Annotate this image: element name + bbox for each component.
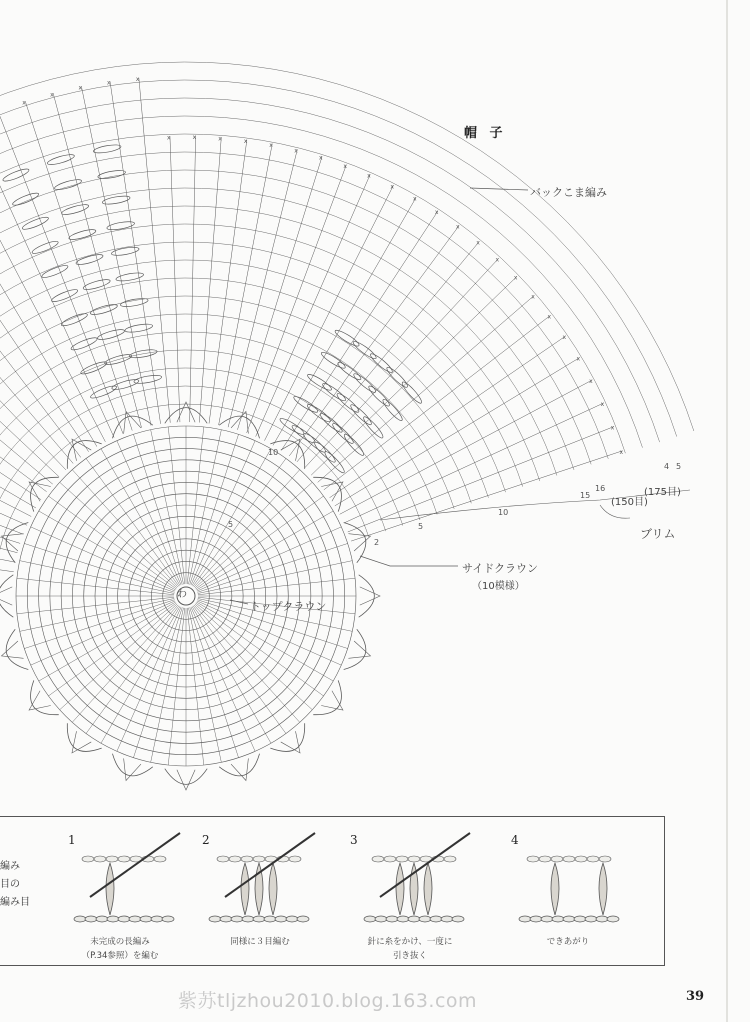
cluster-stitch — [133, 374, 162, 385]
back-slip-stitch-label: バックこま編み — [530, 186, 607, 199]
chain-stitch — [375, 916, 387, 922]
top-crown-spoke — [24, 600, 174, 649]
scallop — [165, 408, 207, 424]
cluster-stitch — [124, 323, 153, 334]
step-number: 4 — [511, 833, 519, 847]
row-number: 5 — [418, 522, 424, 531]
row-number: 10 — [498, 508, 509, 517]
chain-stitch — [275, 916, 287, 922]
chain-stitch — [519, 916, 531, 922]
stitch-mark: x — [294, 147, 298, 155]
brim-row-arc — [0, 170, 591, 537]
stitch-mark: x — [343, 162, 347, 170]
stitch-mark: x — [513, 274, 518, 282]
cluster-stitch — [75, 253, 104, 267]
cluster-stitch — [97, 169, 126, 180]
chain-stitch — [242, 916, 254, 922]
step-caption-line: 針に糸をかけ、一度に — [367, 937, 453, 947]
leader-line — [230, 600, 248, 604]
scallop — [112, 754, 152, 776]
chain-stitch — [94, 856, 106, 862]
brim-row-arc — [0, 62, 694, 522]
stitch-mark: x — [455, 223, 460, 231]
scallop — [313, 680, 341, 714]
stitch-mark: x — [269, 142, 273, 150]
brim-label: ブリム — [640, 527, 676, 541]
scallop-stitch — [29, 691, 51, 710]
chain-stitch — [530, 916, 542, 922]
stitch-mark: x — [166, 134, 171, 142]
crochet-hook — [90, 833, 180, 897]
chain-stitch — [253, 916, 265, 922]
chain-stitch — [372, 856, 384, 862]
brim-ray — [139, 78, 170, 423]
top-crown-spoke — [17, 597, 174, 614]
brim-row-arc — [0, 116, 643, 529]
stitch-mark: x — [413, 195, 417, 203]
chain-stitch — [599, 856, 611, 862]
brim-ray — [81, 87, 151, 426]
brim-row-arc — [0, 386, 386, 567]
scallop-stitch — [29, 482, 51, 501]
brim-ray — [0, 240, 59, 477]
chain-stitch — [118, 856, 130, 862]
scallop-stitch — [348, 534, 370, 551]
brim-ray — [256, 174, 370, 436]
scallop — [359, 575, 375, 617]
scallop-stitch — [0, 587, 12, 605]
cluster-stitch — [54, 178, 83, 192]
top-crown-spoke — [133, 607, 182, 757]
step-caption-line: （P.34参照）を編む — [81, 951, 159, 961]
scallop-stitch — [231, 758, 248, 780]
chain-stitch — [552, 916, 564, 922]
brim-ray — [344, 403, 604, 523]
side-crown-label: サイドクラウン — [462, 562, 539, 575]
step-caption-line: 同様に３目編む — [230, 937, 290, 947]
chain-stitch — [231, 916, 243, 922]
chain-stitch — [563, 916, 575, 922]
scallop — [6, 629, 28, 669]
brim-row-arc — [0, 152, 608, 534]
chain-stitch — [408, 916, 420, 922]
side-note: 編み目 — [0, 897, 30, 908]
cluster-stitch — [381, 397, 404, 422]
step-caption — [350, 935, 470, 963]
center-ring-label: わ — [177, 589, 187, 600]
stitch-mark: x — [367, 172, 371, 180]
row-number: 5 — [676, 462, 682, 471]
scallop-stitch — [1, 534, 23, 551]
scallop — [219, 754, 259, 776]
step-caption — [60, 935, 180, 963]
brim-ray — [199, 137, 221, 422]
scallop — [313, 477, 341, 511]
stitch-mark: x — [319, 154, 323, 162]
chain-stitch — [106, 856, 118, 862]
stitch-mark: x — [22, 99, 26, 107]
chain-stitch — [419, 916, 431, 922]
chain-stitch — [386, 916, 398, 922]
chain-stitch — [539, 856, 551, 862]
stitch-mark: x — [531, 293, 535, 301]
chain-stitch — [596, 916, 608, 922]
row-number: 4 — [664, 462, 670, 471]
leader-line — [470, 188, 528, 190]
brim-ray — [281, 211, 438, 450]
scallop-stitch — [72, 731, 91, 753]
chain-stitch — [85, 916, 97, 922]
stitch-loop — [241, 863, 249, 915]
cluster-stitch — [50, 287, 78, 303]
step-caption — [508, 935, 628, 949]
chain-stitch — [574, 916, 586, 922]
stitch-loop — [424, 863, 432, 915]
chain-stitch — [264, 916, 276, 922]
chain-stitch — [289, 856, 301, 862]
cluster-stitch — [2, 167, 30, 183]
stitch-mark: x — [476, 239, 480, 247]
scallop — [31, 680, 59, 714]
step-caption — [200, 935, 320, 949]
scallop — [270, 723, 304, 751]
stitch-loop — [269, 863, 277, 915]
cluster-stitch — [331, 421, 356, 445]
top-crown-spoke — [20, 561, 175, 594]
brim-ray — [190, 136, 196, 422]
chain-stitch — [129, 916, 141, 922]
step-caption-line: できあがり — [546, 937, 590, 947]
watermark: 紫苏tljzhou2010.blog.163.com — [178, 990, 478, 1012]
chain-stitch — [430, 916, 442, 922]
chain-stitch — [444, 856, 456, 862]
page-number: 39 — [686, 989, 705, 1004]
scallop — [67, 723, 101, 751]
cluster-stitch — [21, 215, 49, 231]
brim-ray — [0, 122, 114, 437]
chain-stitch — [118, 916, 130, 922]
chain-stitch — [107, 916, 119, 922]
stitch-mark: x — [600, 401, 605, 409]
chain-stitch — [154, 856, 166, 862]
top-crown-spoke — [188, 608, 221, 763]
brim-ray — [110, 82, 161, 424]
top-crown-spoke — [151, 608, 184, 763]
cluster-stitch — [336, 360, 362, 382]
top-crown-spoke — [133, 434, 182, 584]
stitch-mark: x — [610, 424, 615, 432]
stitch-mark: x — [495, 256, 500, 264]
stitch-mark: x — [107, 79, 111, 87]
chain-stitch — [452, 916, 464, 922]
brim-ray — [304, 258, 498, 468]
cluster-stitch — [306, 402, 332, 424]
chain-stitch — [209, 916, 221, 922]
row-number: 15 — [580, 491, 591, 500]
brim-ray — [170, 136, 180, 422]
chain-stitch — [162, 916, 174, 922]
chain-stitch — [220, 916, 232, 922]
chain-stitch — [241, 856, 253, 862]
top-crown-spoke — [168, 427, 185, 584]
stitch-mark: x — [562, 334, 567, 342]
chain-stitch — [253, 856, 265, 862]
top-crown-spoke — [20, 598, 175, 631]
chain-stitch — [408, 856, 420, 862]
chain-stitch — [396, 856, 408, 862]
cluster-stitch — [102, 195, 131, 206]
cluster-stitch — [82, 278, 111, 292]
brim-ray — [209, 140, 247, 423]
top-crown-spoke — [198, 561, 353, 594]
stitch-loop — [106, 863, 114, 915]
brim-ray — [237, 154, 323, 430]
scallop — [0, 575, 13, 617]
stitch-mark: x — [243, 138, 248, 146]
cluster-stitch — [292, 394, 319, 414]
chain-stitch — [527, 856, 539, 862]
instruction-panel — [0, 816, 665, 966]
scallop-stitch — [321, 691, 343, 710]
top-crown-label: トップクラウン — [250, 600, 327, 613]
scallop — [344, 629, 366, 669]
cluster-stitch — [11, 191, 39, 207]
chain-stitch — [585, 916, 597, 922]
chain-stitch — [297, 916, 309, 922]
scallop-stitch — [281, 731, 300, 753]
brim-ray — [297, 239, 480, 462]
cluster-stitch — [320, 350, 347, 370]
cluster-stitch — [342, 432, 365, 457]
stitch-mark: x — [135, 76, 140, 84]
brim-row-arc — [0, 350, 420, 562]
step-number: 1 — [68, 833, 76, 847]
brim-ray — [273, 195, 417, 446]
scallop-stitch — [177, 770, 195, 790]
chain-stitch — [151, 916, 163, 922]
brim-ray — [340, 380, 593, 514]
stitch-mark: x — [576, 355, 581, 363]
chain-stitch — [286, 916, 298, 922]
scallop — [165, 769, 207, 785]
cluster-stitch — [334, 328, 361, 348]
stitch-mark: x — [78, 84, 83, 92]
top-crown-spoke — [17, 578, 174, 595]
stitch-mark: x — [589, 378, 593, 386]
top-crown-spoke — [187, 608, 204, 765]
brim-ray — [335, 355, 581, 506]
chain-stitch — [397, 916, 409, 922]
brim-ray — [348, 424, 615, 532]
stitch-mark: x — [390, 183, 394, 191]
chain-stitch — [140, 916, 152, 922]
scallop — [67, 441, 101, 469]
scallop-stitch — [348, 641, 370, 658]
step-number: 3 — [350, 833, 358, 847]
chain-stitch — [384, 856, 396, 862]
stitch-count-150: (150目) — [611, 497, 648, 508]
scallop — [219, 416, 259, 438]
brim-ray — [219, 144, 273, 425]
scallop-stitch — [281, 439, 300, 461]
brim-ray — [247, 162, 347, 433]
cluster-stitch — [93, 143, 122, 154]
stitch-mark: x — [619, 448, 624, 456]
chain-stitch — [587, 856, 599, 862]
scallop — [112, 416, 152, 438]
top-crown-spoke — [24, 543, 174, 592]
chain-stitch — [229, 856, 241, 862]
cluster-stitch — [70, 336, 98, 352]
cluster-stitch — [400, 380, 423, 405]
chain-stitch — [74, 916, 86, 922]
top-crown-spoke — [168, 608, 185, 765]
top-crown-spoke — [187, 427, 204, 584]
top-crown-spoke — [151, 430, 184, 585]
brim-ray — [0, 333, 36, 508]
side-crown-repeat-label: （10模様） — [472, 581, 525, 592]
stitch-mark: x — [50, 91, 54, 99]
row-number: 16 — [595, 484, 606, 493]
side-note: 目の — [0, 879, 20, 890]
stitch-mark: x — [547, 313, 552, 321]
chain-stitch — [364, 916, 376, 922]
step-number: 2 — [202, 833, 210, 847]
step-caption-line: 引き抜く — [392, 951, 427, 961]
row-number: 5 — [228, 520, 234, 529]
chain-stitch — [541, 916, 553, 922]
cluster-stitch — [369, 352, 395, 375]
brim-ray — [0, 165, 89, 452]
stitch-mark: x — [218, 135, 222, 143]
brim-ray — [0, 182, 81, 458]
cluster-stitch — [68, 228, 97, 242]
stitch-count-175: (175目) — [644, 487, 681, 498]
top-crown-spoke — [190, 607, 239, 757]
scallop-stitch — [1, 641, 23, 658]
top-crown-spoke — [197, 543, 347, 592]
brim-ray — [0, 427, 20, 544]
cluster-stitch — [351, 339, 377, 361]
row-number: 10 — [268, 448, 279, 457]
top-crown-spoke — [188, 430, 221, 585]
scallop-stitch — [321, 482, 343, 501]
stitch-loop — [396, 863, 404, 915]
chain-stitch — [441, 916, 453, 922]
scallop — [31, 477, 59, 511]
stitch-loop — [599, 863, 607, 915]
side-note: 編み — [0, 861, 20, 872]
top-crown-spoke — [198, 578, 355, 595]
stitch-loop — [551, 863, 559, 915]
chart-title: 帽 子 — [464, 126, 507, 141]
chain-stitch — [563, 856, 575, 862]
chain-stitch — [575, 856, 587, 862]
brim-ray — [0, 149, 97, 446]
cluster-stitch — [60, 311, 88, 327]
leader-line — [360, 556, 458, 566]
stitch-mark: x — [192, 134, 197, 142]
chain-stitch — [217, 856, 229, 862]
brim-row-arc — [0, 239, 523, 547]
chain-stitch — [607, 916, 619, 922]
scallop-stitch — [124, 758, 141, 780]
cluster-stitch — [90, 303, 119, 317]
scallop-stitch — [360, 587, 380, 605]
chain-stitch — [96, 916, 108, 922]
row-number: 2 — [374, 538, 380, 547]
brim-ray — [324, 315, 551, 490]
chain-stitch — [551, 856, 563, 862]
cluster-stitch — [31, 239, 59, 255]
top-crown-spoke — [190, 434, 239, 584]
chain-stitch — [82, 856, 94, 862]
step-caption-line: 未完成の長編み — [90, 937, 150, 947]
stitch-mark: x — [434, 209, 439, 217]
